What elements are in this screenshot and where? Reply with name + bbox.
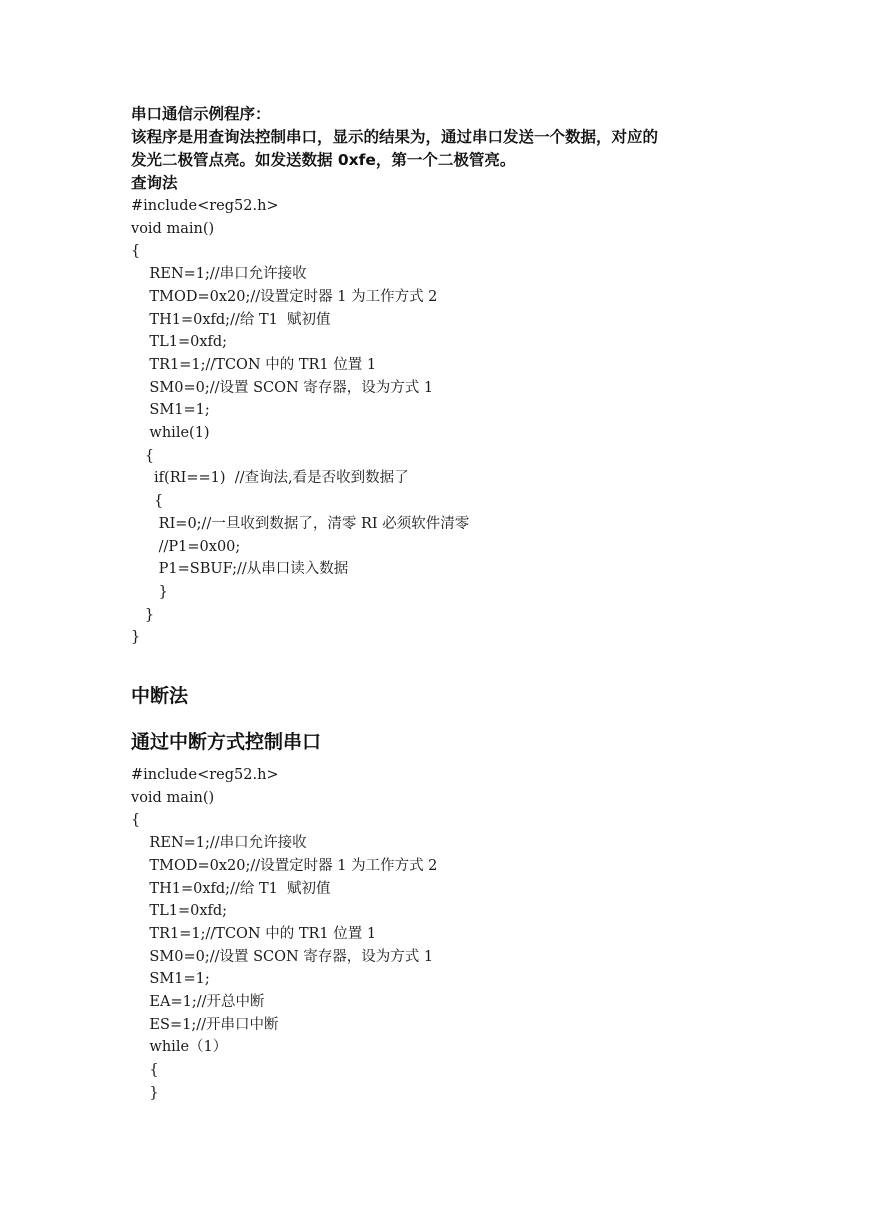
code-line: { [131, 812, 141, 829]
intro-description-line-1: 该程序是用查询法控制串口，显示的结果为，通过串口发送一个数据，对应的 [131, 128, 659, 146]
query-method-code-block [131, 195, 469, 649]
code-line: } [131, 1084, 159, 1101]
intro-description-line-2: 发光二极管点亮。如发送数据 0xfe，第一个二极管亮。 [131, 151, 516, 169]
code-line: //P1=0x00; [131, 538, 241, 555]
code-line: } [131, 583, 168, 600]
code-line: #include<reg52.h> [131, 767, 279, 783]
interrupt-method-code-block [131, 764, 437, 1105]
code-line: } [131, 629, 141, 646]
interrupt-subheading: 通过中断方式控制串口 [131, 731, 322, 753]
code-line: TR1=1;//TCON 中的 TR1 位置 1 [131, 356, 377, 373]
code-line: { [131, 447, 155, 464]
code-line: TR1=1;//TCON 中的 TR1 位置 1 [131, 925, 377, 942]
code-line: EA=1;//开总中断 [131, 994, 265, 1011]
code-line: TMOD=0x20;//设置定时器 1 为工作方式 2 [131, 857, 438, 874]
code-line: SM0=0;//设置 SCON 寄存器，设为方式 1 [131, 379, 434, 396]
code-line: void main() [131, 789, 215, 806]
code-line: RI=0;//一旦收到数据了，清零 RI 必须软件清零 [131, 515, 470, 532]
code-line: TL1=0xfd; [131, 334, 228, 351]
code-line: ES=1;//开串口中断 [131, 1016, 279, 1033]
code-line: #include<reg52.h> [131, 198, 279, 214]
code-line: { [131, 493, 164, 510]
code-line: REN=1;//串口允许接收 [131, 266, 307, 283]
code-line: SM1=1; [131, 971, 210, 988]
code-line: TH1=0xfd;//给 T1 赋初值 [131, 880, 331, 897]
code-line: SM0=0;//设置 SCON 寄存器，设为方式 1 [131, 948, 434, 965]
code-line: while(1) [131, 425, 210, 442]
query-method-label: 查询法 [131, 174, 178, 192]
code-line: SM1=1; [131, 402, 210, 419]
code-line: void main() [131, 220, 215, 237]
code-line: while（1） [131, 1039, 228, 1056]
code-line: { [131, 243, 141, 260]
interrupt-method-heading: 中断法 [131, 685, 189, 707]
intro-title: 串口通信示例程序： [131, 105, 271, 123]
code-line: P1=SBUF;//从串口读入数据 [131, 561, 349, 578]
code-line: } [131, 606, 155, 623]
intro-section [131, 103, 658, 195]
code-line: { [131, 1062, 159, 1079]
code-line: TMOD=0x20;//设置定时器 1 为工作方式 2 [131, 288, 438, 305]
code-line: TH1=0xfd;//给 T1 赋初值 [131, 311, 331, 328]
code-line: TL1=0xfd; [131, 903, 228, 920]
code-line: if(RI==1) //查询法,看是否收到数据了 [131, 470, 409, 487]
code-line: REN=1;//串口允许接收 [131, 835, 307, 852]
